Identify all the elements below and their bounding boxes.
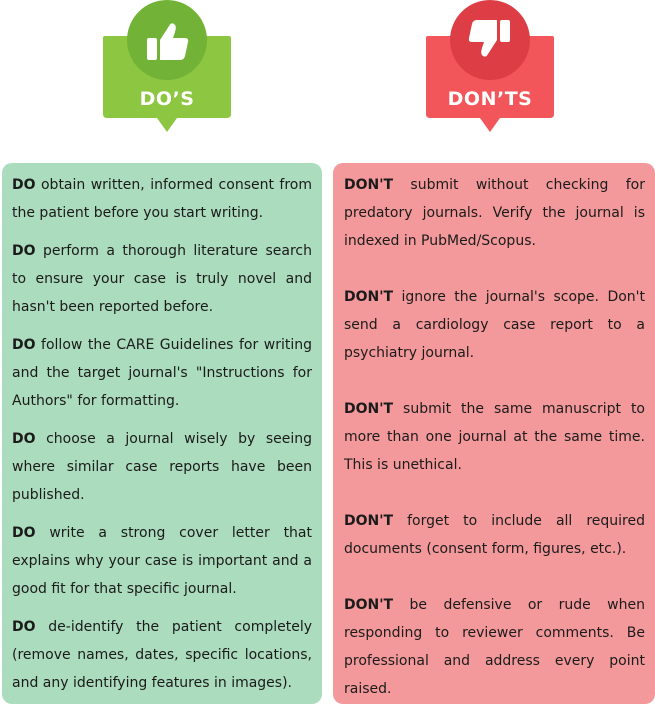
do-item-text: de-identify the patient completely (remove names, dates, specific locations, and any identifying features in images).	[12, 619, 312, 691]
donts-panel	[333, 163, 655, 704]
dont-item-text: forget to include all required documents (consent form, figures, etc.).	[344, 513, 645, 557]
do-keyword: DO	[12, 177, 36, 193]
dont-keyword: DON'T	[344, 597, 394, 613]
do-item-text: obtain written, informed consent from the patient before you start writing.	[12, 177, 312, 221]
do-item	[12, 237, 312, 321]
do-keyword: DO	[12, 525, 36, 541]
do-item	[12, 171, 312, 227]
do-item	[12, 519, 312, 603]
dos-badge	[101, 0, 233, 136]
do-item	[12, 425, 312, 509]
dont-item-text: ignore the journal's scope. Don't send a cardiology case report to a psychiatry journal.	[344, 289, 645, 361]
dos-title: DO’S	[139, 88, 195, 110]
dont-keyword: DON'T	[344, 177, 394, 193]
dont-item-text: submit without checking for predatory journals. Verify the journal is indexed in PubMed/Scopus.	[344, 177, 645, 249]
do-keyword: DO	[12, 337, 36, 353]
dont-item	[344, 507, 645, 563]
dos-panel	[2, 163, 322, 704]
do-keyword: DO	[12, 619, 36, 635]
dont-item	[344, 171, 645, 255]
do-item-text: write a strong cover letter that explains why your case is important and a good fit for that specific journal.	[12, 525, 312, 597]
dos-badge-shape	[101, 0, 233, 136]
do-keyword: DO	[12, 431, 36, 447]
do-item	[12, 331, 312, 415]
do-item-text: perform a thorough literature search to ensure your case is truly novel and hasn't been reported before.	[12, 243, 312, 315]
donts-title: DON’TS	[447, 88, 533, 110]
do-keyword: DO	[12, 243, 36, 259]
dont-keyword: DON'T	[344, 289, 394, 305]
do-item-text: choose a journal wisely by seeing where similar case reports have been published.	[12, 431, 312, 503]
dont-item	[344, 395, 645, 479]
do-item-text: follow the CARE Guidelines for writing and the target journal's "Instructions for Authors" for formatting.	[12, 337, 312, 409]
dont-item	[344, 591, 645, 703]
dont-item-text: submit the same manuscript to more than one journal at the same time. This is unethical.	[344, 401, 645, 473]
donts-badge	[424, 0, 556, 136]
dont-item	[344, 283, 645, 367]
dont-item-text: be defensive or rude when responding to reviewer comments. Be professional and address every point raised.	[344, 597, 645, 697]
do-item	[12, 613, 312, 697]
dont-keyword: DON'T	[344, 513, 394, 529]
dont-keyword: DON'T	[344, 401, 394, 417]
donts-badge-shape	[424, 0, 556, 136]
